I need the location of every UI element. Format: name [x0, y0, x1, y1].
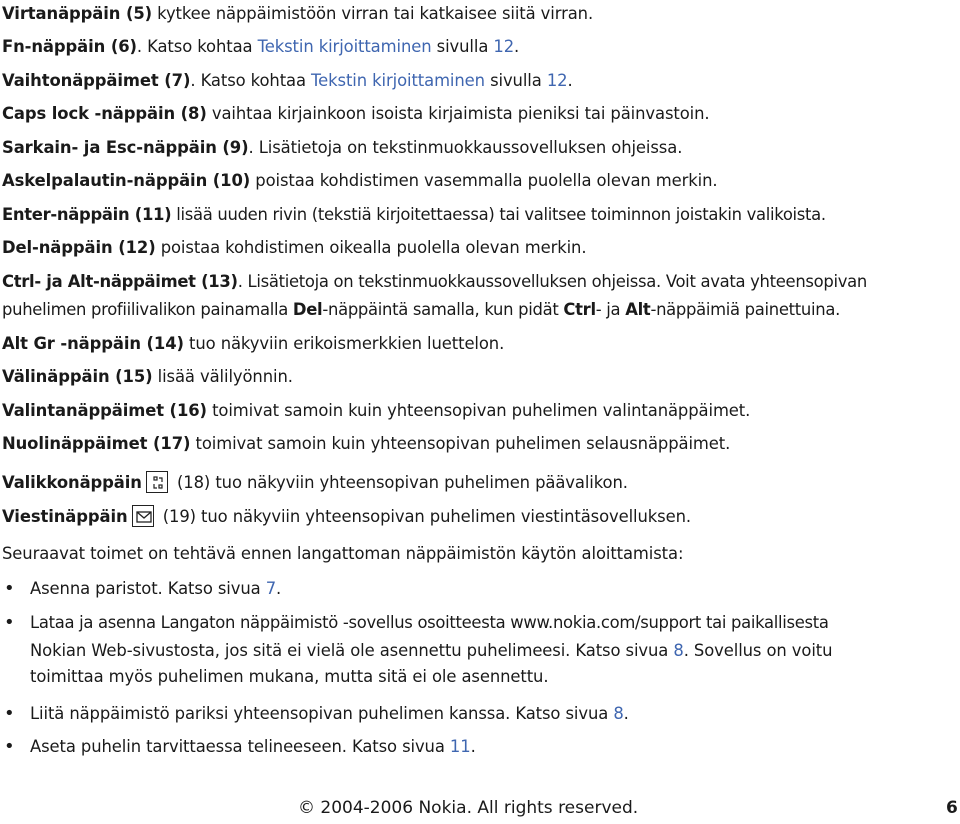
link-page[interactable]: 11 [449, 737, 471, 756]
text-line-selection-keys: Valintanäppäimet (16) toimivat samoin kuin yhteensopivan puhelimen valintanäppäimet. [2, 401, 751, 420]
text-line-message-key: Viestinäppäin (19) tuo näkyviin yhteensopivan puhelimen viestintäsovelluksen. [2, 507, 691, 526]
message-key-icon [132, 505, 154, 527]
list-item-pair: Liitä näppäimistö pariksi yhteensopivan puhelimen kanssa. Katso sivua 8. [30, 704, 629, 723]
text-line-space: Välinäppäin (15) lisää välilyönnin. [2, 367, 293, 386]
menu-key-icon [146, 471, 168, 493]
text-line-arrow-keys: Nuolinäppäimet (17) toimivat samoin kuin yhteensopivan puhelimen selausnäppäimet. [2, 434, 731, 453]
text-line-ctrl-alt-cont: puhelimen profiilivalikon painamalla Del-näppäintä samalla, kun pidät Ctrl- ja Alt-näppäimiä painettuina. [2, 300, 840, 319]
link-page[interactable]: 12 [546, 71, 568, 90]
bullet-marker: • [4, 578, 15, 599]
text-line-shift-keys: Vaihtonäppäimet (7). Katso kohtaa Tekstin kirjoittaminen sivulla 12. [2, 71, 573, 90]
list-item-install-line2: Nokian Web-sivustosta, jos sitä ei vielä ole asennettu puhelimeesi. Katso sivua 8. Sovellus on voitu [30, 641, 833, 660]
bullet-marker: • [4, 612, 15, 633]
link-page[interactable]: 12 [493, 37, 515, 56]
link-text-input[interactable]: Tekstin kirjoittaminen [257, 37, 432, 56]
text-line-del: Del-näppäin (12) poistaa kohdistimen oikealla puolella olevan merkin. [2, 238, 587, 257]
list-item-install-line3: toimittaa myös puhelimen mukana, mutta sitä ei ole asennettu. [30, 667, 549, 686]
text-line-tab-esc: Sarkain- ja Esc-näppäin (9). Lisätietoja on tekstinmuokkaussovelluksen ohjeissa. [2, 138, 683, 157]
list-item-install-line1: Lataa ja asenna Langaton näppäimistö -sovellus osoitteesta www.nokia.com/support tai paikallisesta [30, 613, 829, 632]
text-line-ctrl-alt: Ctrl- ja Alt-näppäimet (13). Lisätietoja on tekstinmuokkaussovelluksen ohjeissa. Voit avata yhteensopivan [2, 272, 867, 291]
text-line-intro: Seuraavat toimet on tehtävä ennen langattoman näppäimistön käytön aloittamista: [2, 544, 684, 563]
link-page[interactable]: 8 [673, 641, 684, 660]
page-number: 6 [946, 798, 958, 818]
list-item-batteries: Asenna paristot. Katso sivua 7. [30, 579, 282, 598]
link-text-input[interactable]: Tekstin kirjoittaminen [311, 71, 485, 90]
text-line-power-key: Virtanäppäin (5) kytkee näppäimistöön virran tai katkaisee siitä virran. [2, 4, 594, 23]
copyright-notice: © 2004-2006 Nokia. All rights reserved. [298, 798, 639, 818]
link-page[interactable]: 7 [265, 579, 277, 598]
text-line-alt-gr: Alt Gr -näppäin (14) tuo näkyviin erikoismerkkien luettelon. [2, 334, 505, 353]
link-page[interactable]: 8 [613, 704, 624, 723]
text-line-enter: Enter-näppäin (11) lisää uuden rivin (tekstiä kirjoitettaessa) tai valitsee toiminnon joistakin valikoista. [2, 205, 826, 224]
bullet-marker: • [4, 703, 15, 724]
list-item-stand: Aseta puhelin tarvittaessa telineeseen. Katso sivua 11. [30, 737, 476, 756]
text-line-backspace: Askelpalautin-näppäin (10) poistaa kohdistimen vasemmalla puolella olevan merkin. [2, 171, 718, 190]
text-line-caps-lock: Caps lock -näppäin (8) vaihtaa kirjainkoon isoista kirjaimista pieniksi tai päinvastoin. [2, 104, 710, 123]
text-line-fn-key: Fn-näppäin (6). Katso kohtaa Tekstin kirjoittaminen sivulla 12. [2, 37, 520, 56]
text-line-menu-key: Valikkonäppäin (18) tuo näkyviin yhteensopivan puhelimen päävalikon. [2, 473, 628, 492]
bullet-marker: • [4, 736, 15, 757]
